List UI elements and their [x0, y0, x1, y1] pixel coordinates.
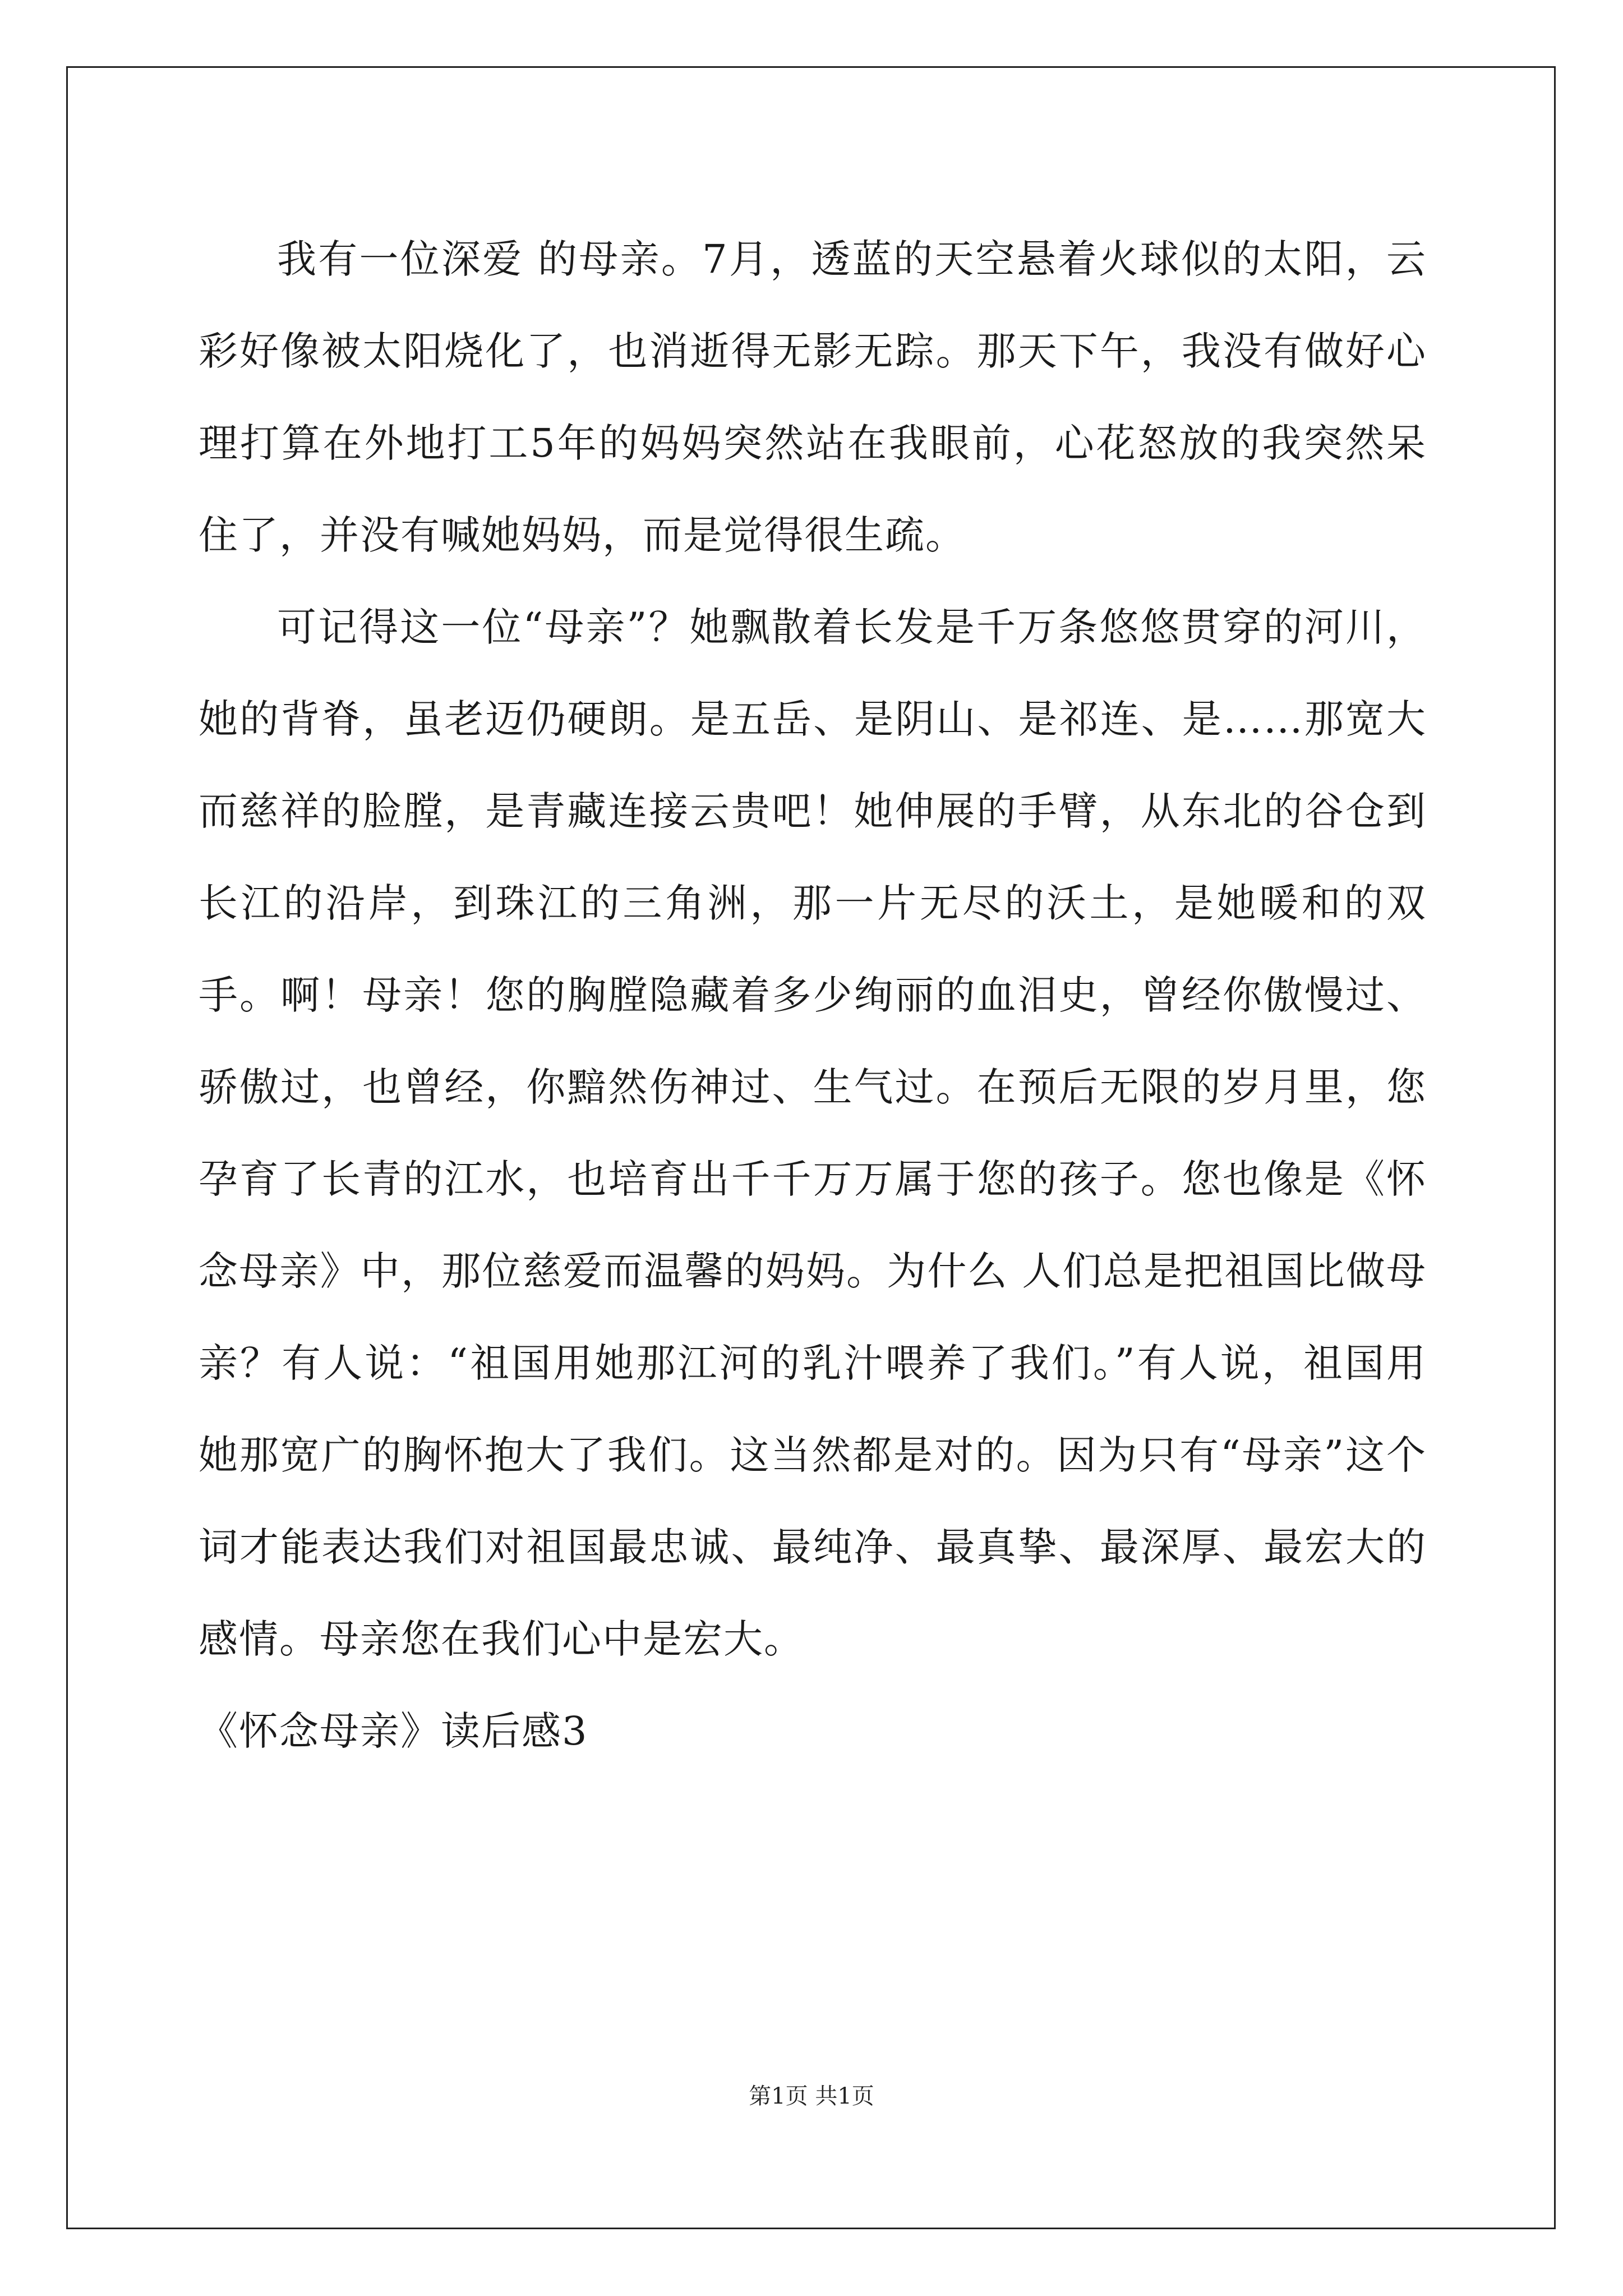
page-number-footer: 第1页 共1页: [749, 2083, 874, 2109]
section-heading: 《怀念母亲》读后感3: [199, 1708, 588, 1754]
paragraph-1: 我有一位深爱 的母亲。7月，透蓝的天空悬着火球似的太阳，云彩好像被太阳烧化了，也消逝得无影无踪。那天下午，我没有做好心理打算在外地打工5年的妈妈突然站在我眼前，心花怒放的我突然呆住了，并没有喊她妈妈，而是觉得很生疏。: [199, 236, 1427, 558]
paragraph-2: 可记得这一位“母亲”？她飘散着长发是千万条悠悠贯穿的河川，她的背脊，虽老迈仍硬朗。是五岳、是阴山、是祁连、是……那宽大而慈祥的脸膛，是青藏连接云贵吧！她伸展的手臂，从东北的谷仓到长江的沿岸，到珠江的三角洲，那一片无尽的沃土，是她暖和的双手。啊！母亲！您的胸膛隐藏着多少绚丽的血泪史，曾经你傲慢过、骄傲过，也曾经，你黯然伤神过、生气过。在预后无限的岁月里，您孕育了长青的江水，也培育出千千万万属于您的孩子。您也像是《怀念母亲》中，那位慈爱而温馨的妈妈。为什么 人们总是把祖国比做母亲？有人说：“祖国用她那江河的乳汁喂养了我们。”有人说，祖国用她那宽广的胸怀抱大了我们。这当然都是对的。因为只有“母亲”这个词才能表达我们对祖国最忠诚、最纯净、最真挚、最深厚、最宏大的感情。母亲您在我们心中是宏大。: [199, 604, 1427, 1662]
document-body: [199, 213, 1427, 1777]
